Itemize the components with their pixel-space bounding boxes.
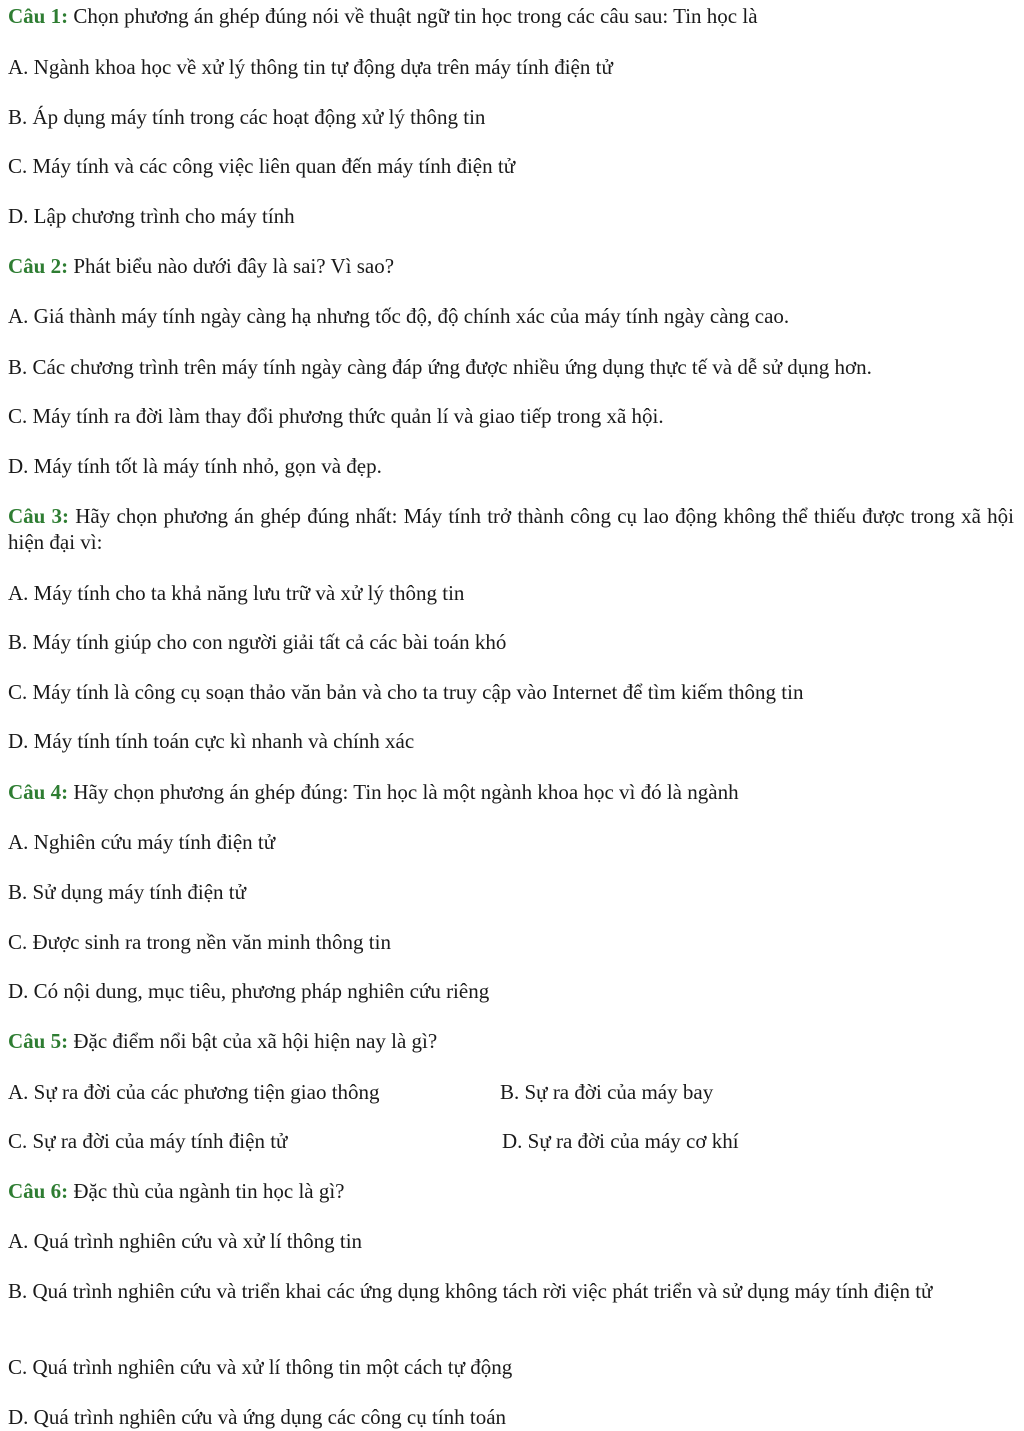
question-label: Câu 6: <box>8 1179 69 1203</box>
option-1c[interactable]: C. Máy tính và các công việc liên quan đến máy tính điện tử <box>8 154 516 178</box>
option-6c[interactable]: C. Quá trình nghiên cứu và xử lí thông tin một cách tự động <box>8 1355 513 1379</box>
question-label: Câu 1: <box>8 4 69 28</box>
question-label: Câu 4: <box>8 780 69 804</box>
question-label: Câu 3: <box>8 504 70 528</box>
question-text: Đặc điểm nổi bật của xã hội hiện nay là gì? <box>73 1029 438 1053</box>
option-3a[interactable]: A. Máy tính cho ta khả năng lưu trữ và xử lý thông tin <box>8 581 465 605</box>
option-1b[interactable]: B. Áp dụng máy tính trong các hoạt động xử lý thông tin <box>8 105 486 129</box>
option-3c[interactable]: C. Máy tính là công cụ soạn thảo văn bản và cho ta truy cập vào Internet để tìm kiếm thông tin <box>8 680 804 704</box>
question-3 <box>8 503 1014 555</box>
option-4b[interactable]: B. Sử dụng máy tính điện tử <box>8 880 247 904</box>
question-label: Câu 5: <box>8 1029 69 1053</box>
option-1d[interactable]: D. Lập chương trình cho máy tính <box>8 204 295 228</box>
question-6 <box>8 1178 1014 1204</box>
option-4c[interactable]: C. Được sinh ra trong nền văn minh thông tin <box>8 930 391 954</box>
option-5d[interactable]: D. Sự ra đời của máy cơ khí <box>502 1129 739 1153</box>
option-3d[interactable]: D. Máy tính tính toán cực kì nhanh và chính xác <box>8 729 415 753</box>
question-text: Đặc thù của ngành tin học là gì? <box>73 1179 345 1203</box>
option-3b[interactable]: B. Máy tính giúp cho con người giải tất cả các bài toán khó <box>8 630 507 654</box>
question-label: Câu 2: <box>8 254 69 278</box>
question-text: Chọn phương án ghép đúng nói về thuật ngữ tin học trong các câu sau: Tin học là <box>73 4 758 28</box>
option-2d[interactable]: D. Máy tính tốt là máy tính nhỏ, gọn và đẹp. <box>8 454 382 478</box>
option-1a[interactable]: A. Ngành khoa học về xử lý thông tin tự động dựa trên máy tính điện tử <box>8 55 613 79</box>
option-4d[interactable]: D. Có nội dung, mục tiêu, phương pháp nghiên cứu riêng <box>8 979 490 1003</box>
option-6d[interactable]: D. Quá trình nghiên cứu và ứng dụng các công cụ tính toán <box>8 1405 507 1429</box>
question-text: Phát biểu nào dưới đây là sai? Vì sao? <box>73 254 395 278</box>
option-2b[interactable]: B. Các chương trình trên máy tính ngày càng đáp ứng được nhiều ứng dụng thực tế và dễ sử dụng hơn. <box>8 355 872 379</box>
option-2c[interactable]: C. Máy tính ra đời làm thay đổi phương thức quản lí và giao tiếp trong xã hội. <box>8 404 664 428</box>
question-2 <box>8 253 1014 279</box>
option-2a[interactable]: A. Giá thành máy tính ngày càng hạ nhưng tốc độ, độ chính xác của máy tính ngày càng cao. <box>8 304 790 328</box>
option-6a[interactable]: A. Quá trình nghiên cứu và xử lí thông tin <box>8 1229 363 1253</box>
question-text: Hãy chọn phương án ghép đúng: Tin học là một ngành khoa học vì đó là ngành <box>73 780 739 804</box>
question-1 <box>8 3 1014 29</box>
option-5a[interactable]: A. Sự ra đời của các phương tiện giao thông <box>8 1080 380 1104</box>
option-5b[interactable]: B. Sự ra đời của máy bay <box>500 1080 714 1104</box>
question-4 <box>8 779 1014 805</box>
question-5 <box>8 1028 1014 1054</box>
question-text: Hãy chọn phương án ghép đúng nhất: Máy tính trở thành công cụ lao động không thể thiếu được trong xã hội hiện đại vì: <box>8 504 1014 554</box>
option-5c[interactable]: C. Sự ra đời của máy tính điện tử <box>8 1129 288 1153</box>
option-6b[interactable]: B. Quá trình nghiên cứu và triển khai các ứng dụng không tách rời việc phát triển và sử dụng máy tính điện tử <box>8 1279 933 1303</box>
option-4a[interactable]: A. Nghiên cứu máy tính điện tử <box>8 830 276 854</box>
